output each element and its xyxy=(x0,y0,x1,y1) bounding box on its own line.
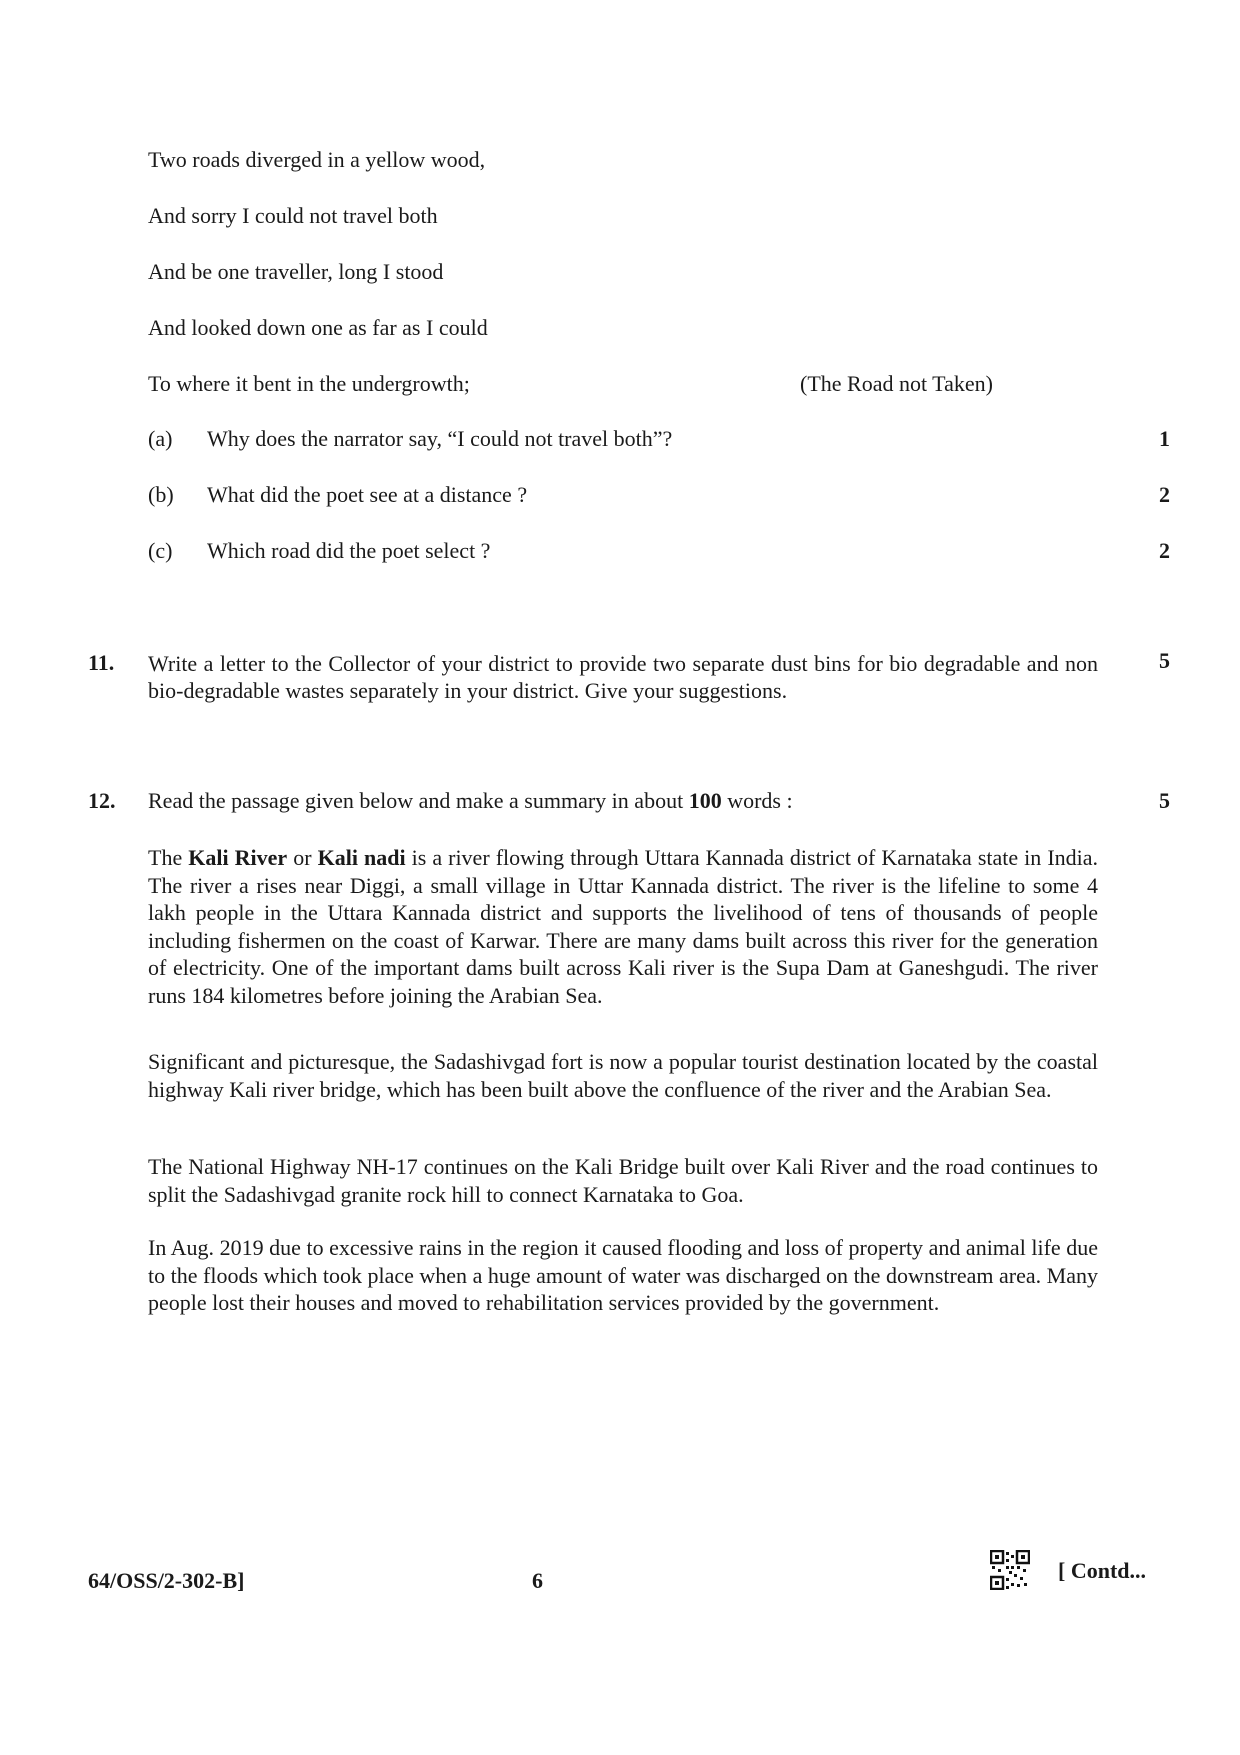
passage-p1-text: or xyxy=(287,845,318,870)
qr-code-icon xyxy=(990,1550,1030,1590)
subquestion-b-label: (b) xyxy=(148,482,174,507)
subquestion-a-label: (a) xyxy=(148,426,173,451)
passage-paragraph-4: In Aug. 2019 due to excessive rains in the region it caused flooding and loss of property and animal life due to the floods which took place when a huge amount of water was discharged on the downstream area. Many people lost their houses and moved to rehabilitation services provided by the government. xyxy=(148,1235,1098,1315)
question-12-number: 12. xyxy=(88,788,116,813)
passage-p1-text: The xyxy=(148,845,189,870)
subquestion-a-marks: 1 xyxy=(1159,426,1170,451)
poem-line-1: Two roads diverged in a yellow wood, xyxy=(148,147,486,172)
continued-label: [ Contd... xyxy=(1058,1558,1147,1583)
question-12-prompt-end: words : xyxy=(721,788,793,813)
question-12-prompt xyxy=(148,788,793,814)
passage-p1-bold-kali-nadi: Kali nadi xyxy=(317,845,406,870)
poem-line-5: To where it bent in the undergrowth; xyxy=(148,371,470,396)
passage-paragraph-1 xyxy=(148,844,1098,1009)
subquestion-c-text: Which road did the poet select ? xyxy=(207,538,491,563)
poem-line-2: And sorry I could not travel both xyxy=(148,203,438,228)
question-12-marks: 5 xyxy=(1159,788,1170,813)
question-11-text: Write a letter to the Collector of your district to provide two separate dust bins for bio degradable and non bio-degradable wastes separately in your district. Give your suggestions. xyxy=(148,651,1098,703)
subquestion-c-label: (c) xyxy=(148,538,173,563)
subquestion-b-text: What did the poet see at a distance ? xyxy=(207,482,528,507)
poem-source: (The Road not Taken) xyxy=(800,371,993,396)
subquestion-b-marks: 2 xyxy=(1159,482,1170,507)
subquestion-a-text: Why does the narrator say, “I could not travel both”? xyxy=(207,426,673,451)
question-12-word-count: 100 xyxy=(688,788,722,813)
question-11-marks: 5 xyxy=(1159,648,1170,673)
question-12-prompt-start: Read the passage given below and make a summary in about xyxy=(148,788,689,813)
subquestion-c-marks: 2 xyxy=(1159,538,1170,563)
poem-line-3: And be one traveller, long I stood xyxy=(148,259,444,284)
passage-paragraph-2: Significant and picturesque, the Sadashivgad fort is now a popular tourist destination located by the coastal highway Kali river bridge, which has been built above the confluence of the river and the Arabian Sea. xyxy=(148,1049,1098,1102)
passage-paragraph-3: The National Highway NH-17 continues on the Kali Bridge built over Kali River and the road continues to split the Sadashivgad granite rock hill to connect Karnataka to Goa. xyxy=(148,1154,1098,1207)
paper-code: 64/OSS/2-302-B] xyxy=(88,1568,245,1593)
poem-line-4: And looked down one as far as I could xyxy=(148,315,488,340)
page-number: 6 xyxy=(532,1568,543,1593)
passage-p1-bold-kali-river: Kali River xyxy=(188,845,288,870)
question-11-number: 11. xyxy=(88,650,115,675)
passage-p1-text: is a river flowing through Uttara Kannada district of Karnataka state in India. The river a rises near Diggi, a small village in Uttar Kannada district. The river is the lifeline to some 4 lakh people in the Uttara Kannada district and supports the livelihood of tens of thousands of people including fishermen on the coast of Karwar. There are many dams built across this river for the generation of electricity. One of the important dams built across Kali river is the Supa Dam at Ganeshgudi. The river runs 184 kilometres before joining the Arabian Sea. xyxy=(148,845,1099,1008)
